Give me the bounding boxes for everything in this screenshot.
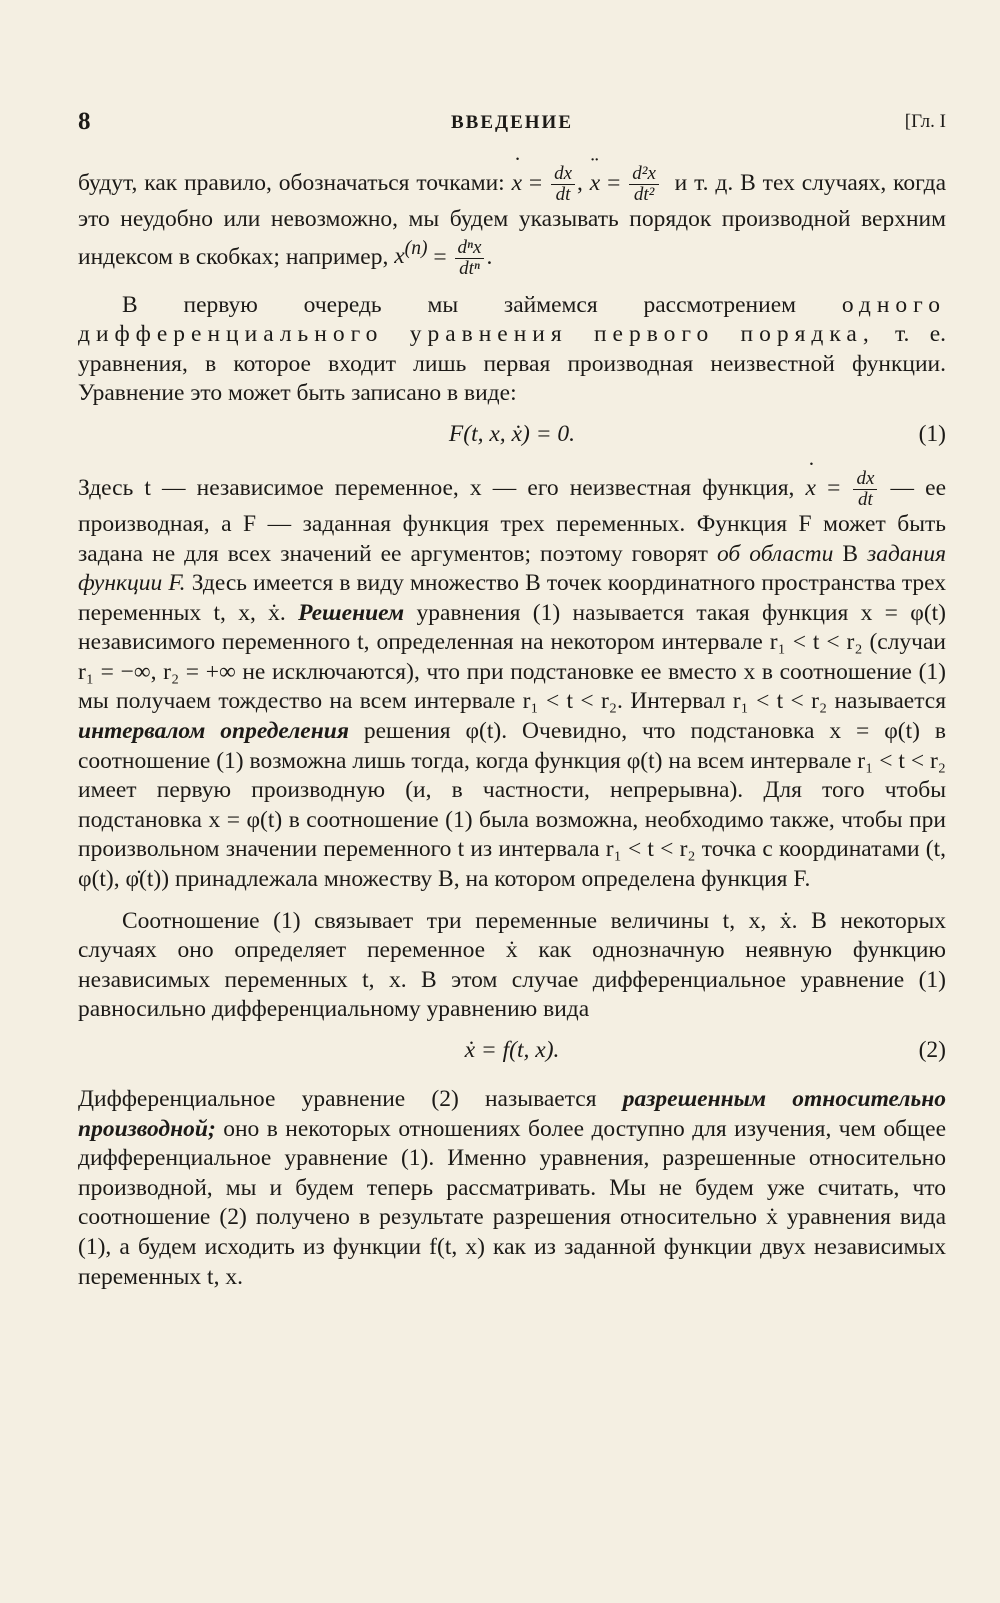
paragraph-4 [78,907,946,1025]
body-text [78,164,946,1292]
chapter-label: [Гл. I [904,111,946,132]
equation-formula: F(t, x, ẋ) = 0. [448,420,576,447]
text-fragment: уравнения (1) называется такая функция x = φ(t) независимого переменного t, определенная на некотором интервале r₁ < t < r₂ (случаи r₁ = −∞, r₂ = +∞ не исключаются), что при подстановке ее вместо x в соотношение (1) мы получаем тождество на всем интервале r₁ < t < r₂. Интервал r₁ < t < r₂ называется [78,599,947,715]
text-fragment: — ее производная, а F — заданная функция трех переменных. Функция F может быть задана не для всех значений ее аргументов; поэтому говорят [78,474,947,567]
equation-formula: ẋ = f(t, x). [464,1037,560,1063]
fraction-denominator: dt [858,488,873,510]
paragraph-2 [78,291,946,409]
fraction-numerator: dx [853,469,877,490]
text-fragment: В первую очередь мы займемся рассмотрением [122,291,796,318]
page-number: 8 [78,108,91,135]
equation-1 [78,417,946,451]
fraction-denominator: dt [555,184,571,205]
paragraph-1: будут, как правило, обозначаться точками: ˙ x = $\frac{dx}{dt}$ , ¨ x = $\frac{\text{d²x}}{\text{dt²}}$ и т. д. В тех случаях, когда это неудобно или невозможно, мы будем указывать порядок производной верхним индексом в скобках; например, $x^{(n)}$ = $\frac{\text{dⁿx}}{\text{dtⁿ}}$ . [78,164,946,279]
text-fragment: B [842,540,859,567]
equation-2 [78,1033,946,1067]
text-fragment: оно в некоторых отношениях более доступно для изучения, чем общее дифференциальное уравнение (1). Именно уравнения, разрешенные относительно производной, мы и будем теперь рассматривать. Мы не будем уже считать, что соотношение (2) получено в результате разрешения относительно ẋ уравнения вида (1), а будем исходить из функции f(t, x) как из заданной функции двух независимых переменных t, x. [78,1115,946,1290]
text-fragment: Здесь t — независимое переменное, x — его неизвестная функция, [78,474,795,501]
text-fragment: решения φ(t). Очевидно, что подстановка x = φ(t) в соотношение (1) возможна лишь тогда, когда функция φ(t) на всем интервале r₁ < t < r₂ имеет первую производную (и, в частности, непрерывна). Для того чтобы подстановка x = φ(t) в соотношение (1) была возможна, необходимо также, чтобы при произвольном значении переменного t из интервала r₁ < t < r₂ точка с координатами (t, φ(t), φ̇(t)) принадлежала множеству B, на котором определена функция F. [78,718,946,893]
fraction-d2x-dt2 [629,164,659,205]
fraction-dnx-dtn [455,238,485,279]
fraction-numerator: dx [551,164,575,185]
xdot-symbol: ˙ x [806,474,816,504]
xdot-symbol: ˙ x [512,169,522,199]
text-fragment: т. е. уравнения, в которое входит лишь первая производная неизвестной функции. Уравнение это может быть записано в виде: [78,321,947,407]
fraction-denominator: dt² [633,184,655,205]
text-fragment: и т. д. [674,169,734,196]
spaced-emphasis: одного дифференциального уравнения первого порядка, [78,291,946,348]
x-superscript-n: $x^{(n)}$ [394,238,428,270]
text-fragment: Дифференциальное уравнение (2) называется [78,1086,597,1112]
italic-term: об области [716,540,834,567]
xddot-symbol: ¨ x [590,169,600,199]
text-fragment: В тех случаях, когда это неудобно или невозможно, мы будем указывать порядок производной верхним индексом в скобках; например, [78,169,947,270]
defined-term: разрешенным относительно производной; [78,1086,947,1142]
paragraph-3: Здесь t — независимое переменное, x — его неизвестная функция, ˙ x = $\frac{dx}{dt}$ — ее производная, а F — заданная функция трех переменных. Функция F может быть задана не для всех значений ее аргументов; поэтому говорят об области B задания функции F. Здесь имеется в виду множество B точек координатного пространства трех переменных t, x, ẋ. Решением уравнения (1) называется такая функция x = φ(t) независимого переменного t, определенная на некотором интервале r₁ < t < r₂ (случаи r₁ = −∞, r₂ = +∞ не исключаются), что при подстановке ее вместо x в соотношение (1) мы получаем тождество на всем интервале r₁ < t < r₂. Интервал r₁ < t < r₂ называется интервалом определения решения φ(t). Очевидно, что подстановка x = φ(t) в соотношение (1) возможна лишь тогда, когда функция φ(t) на всем интервале r₁ < t < r₂ имеет первую производную (и, в частности, непрерывна). Для того чтобы подстановка x = φ(t) в соотношение (1) была возможна, необходимо также, чтобы при произвольном значении переменного t из интервала r₁ < t < r₂ точка с координатами (t, φ(t), φ̇(t)) принадлежала множеству B, на котором определена функция F. [78,469,946,895]
defined-term: Решением [298,599,405,626]
text-fragment: Соотношение (1) связывает три переменные величины t, x, ẋ. В некоторых случаях оно определяет переменное ẋ как однозначную неявную функцию независимых переменных t, x. В этом случае дифференциальное уравнение (1) равносильно дифференциальному уравнению вида [78,907,946,1023]
paragraph-5 [78,1085,946,1292]
text-fragment: Здесь имеется в виду множество B точек координатного пространства трех переменных t, x, ẋ. [78,570,947,626]
fraction-dx-dt [853,469,877,510]
fraction-denominator: dtⁿ [459,257,480,279]
italic-term: задания функции F. [78,540,947,597]
equation-number: (1) [918,420,946,447]
running-header [78,108,946,140]
fraction-numerator: dⁿx [455,238,485,259]
fraction-dx-dt [551,164,575,205]
equation-number: (2) [918,1037,946,1063]
fraction-numerator: d²x [629,164,659,185]
header-title: ВВЕДЕНИЕ [451,112,573,133]
defined-term: интервалом определения [78,718,349,745]
text-fragment: будут, как правило, обозначаться точками: [78,169,505,196]
